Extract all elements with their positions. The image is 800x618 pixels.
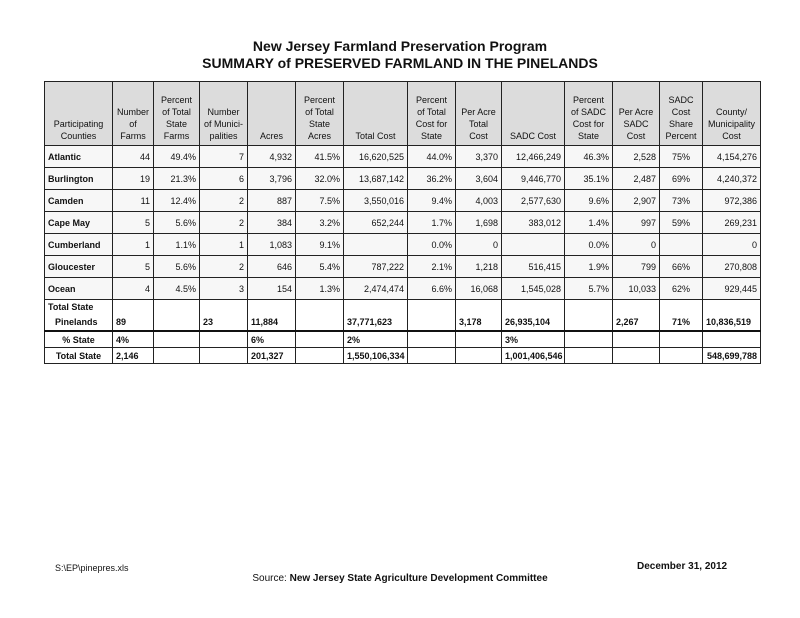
table-cell: 2 [200,190,248,212]
table-cell: 59% [660,212,703,234]
table-cell: 1,545,028 [502,278,565,300]
table-cell: 9.6% [565,190,613,212]
table-cell: 62% [660,278,703,300]
total-state-sadc-cost: 1,001,406,546 [502,348,565,364]
column-header: Acres [248,82,296,146]
total-state-row [45,348,761,364]
table-cell: 3.2% [296,212,344,234]
table-row [45,168,761,190]
pct-state-label: % State [45,331,113,348]
table-row [45,256,761,278]
table-cell: 46.3% [565,146,613,168]
table-cell: 3,604 [456,168,502,190]
pct-state-farms: 4% [113,331,154,348]
table-cell: 154 [248,278,296,300]
table-cell: 2,487 [613,168,660,190]
table-row [45,212,761,234]
table-cell: 269,231 [703,212,761,234]
total-state-county-cost: 548,699,788 [703,348,761,364]
table-cell: 972,386 [703,190,761,212]
table-cell: 384 [248,212,296,234]
table-cell: 1.9% [565,256,613,278]
table-cell: 7 [200,146,248,168]
table-cell: 16,068 [456,278,502,300]
total-pinelands-label-1: Total State [45,300,113,315]
column-header: Per Acre Total Cost [456,82,502,146]
report-title: New Jersey Farmland Preservation Program [252,38,548,54]
total-per-acre-cost: 3,178 [456,314,502,331]
table-cell: 4,932 [248,146,296,168]
table-cell: 21.3% [154,168,200,190]
column-header: Percent of Total Cost for State [408,82,456,146]
table-cell: 2,907 [613,190,660,212]
table-cell: 5.4% [296,256,344,278]
table-cell: 3 [200,278,248,300]
column-header: Number of Munici-palities [200,82,248,146]
column-header: SADC Cost Share Percent [660,82,703,146]
table-cell: 35.1% [565,168,613,190]
table-cell: 11 [113,190,154,212]
table-cell: 1.3% [296,278,344,300]
table-cell: 6 [200,168,248,190]
table-cell: 1.4% [565,212,613,234]
column-header: Per Acre SADC Cost [613,82,660,146]
county-name: Cape May [45,212,113,234]
table-cell: 5.6% [154,212,200,234]
table-cell: 1.1% [154,234,200,256]
column-header: Total Cost [344,82,408,146]
county-name: Gloucester [45,256,113,278]
table-cell: 997 [613,212,660,234]
total-county-cost: 10,836,519 [703,314,761,331]
table-cell: 73% [660,190,703,212]
table-cell: 2,577,630 [502,190,565,212]
column-header: Number of Farms [113,82,154,146]
pct-state-acres: 6% [248,331,296,348]
county-name: Atlantic [45,146,113,168]
table-cell: 5 [113,212,154,234]
total-pinelands-row-label [45,300,761,315]
column-header: Participating Counties [45,82,113,146]
table-cell [344,234,408,256]
farmland-summary-table [44,81,761,364]
table-cell: 7.5% [296,190,344,212]
table-header-row [45,82,761,146]
table-cell: 516,415 [502,256,565,278]
table-cell: 4,240,372 [703,168,761,190]
table-cell: 0 [703,234,761,256]
pct-state-sadc-cost: 3% [502,331,565,348]
table-cell [660,234,703,256]
table-cell: 787,222 [344,256,408,278]
total-state-label: Total State [45,348,113,364]
table-cell: 2.1% [408,256,456,278]
report-date: December 31, 2012 [637,561,728,572]
table-cell: 4 [113,278,154,300]
table-cell: 3,370 [456,146,502,168]
table-cell: 44 [113,146,154,168]
table-cell: 1,698 [456,212,502,234]
table-cell: 19 [113,168,154,190]
table-cell: 5.6% [154,256,200,278]
table-row [45,234,761,256]
table-cell: 44.0% [408,146,456,168]
table-cell: 1.7% [408,212,456,234]
total-state-farms: 2,146 [113,348,154,364]
table-cell: 1,218 [456,256,502,278]
table-row [45,190,761,212]
table-cell: 41.5% [296,146,344,168]
table-cell: 2 [200,212,248,234]
table-cell: 383,012 [502,212,565,234]
total-state-acres: 201,327 [248,348,296,364]
source-line [0,573,800,584]
total-sadc-cost: 26,935,104 [502,314,565,331]
total-farms: 89 [113,314,154,331]
table-cell: 32.0% [296,168,344,190]
table-cell: 646 [248,256,296,278]
table-cell: 12.4% [154,190,200,212]
pct-state-row [45,331,761,348]
column-header: Percent of Total State Acres [296,82,344,146]
table-cell: 9.4% [408,190,456,212]
table-cell: 75% [660,146,703,168]
county-name: Cumberland [45,234,113,256]
table-cell: 10,033 [613,278,660,300]
pct-state-total-cost: 2% [344,331,408,348]
column-header: Percent of SADC Cost for State [565,82,613,146]
table-cell: 1,083 [248,234,296,256]
column-header: SADC Cost [502,82,565,146]
table-row [45,146,761,168]
total-cost: 37,771,623 [344,314,408,331]
table-row [45,278,761,300]
table-cell: 887 [248,190,296,212]
table-cell: 36.2% [408,168,456,190]
table-cell: 5 [113,256,154,278]
table-cell: 0 [456,234,502,256]
total-pinelands-row [45,314,761,331]
table-cell: 3,796 [248,168,296,190]
table-cell: 69% [660,168,703,190]
table-cell: 1 [113,234,154,256]
column-header: County/ Municipality Cost [703,82,761,146]
county-name: Ocean [45,278,113,300]
table-cell: 0 [613,234,660,256]
table-cell: 2,474,474 [344,278,408,300]
table-cell: 4,154,276 [703,146,761,168]
table-cell: 270,808 [703,256,761,278]
table-cell: 5.7% [565,278,613,300]
table-cell: 0.0% [565,234,613,256]
total-per-acre-sadc-cost: 2,267 [613,314,660,331]
table-cell: 9,446,770 [502,168,565,190]
table-cell: 652,244 [344,212,408,234]
table-cell: 799 [613,256,660,278]
table-cell: 66% [660,256,703,278]
table-cell: 929,445 [703,278,761,300]
source-name: New Jersey State Agriculture Development Committee [289,573,548,584]
county-name: Burlington [45,168,113,190]
table-cell: 12,466,249 [502,146,565,168]
table-cell [502,234,565,256]
table-cell: 3,550,016 [344,190,408,212]
source-prefix: Source: [252,573,290,584]
table-cell: 2 [200,256,248,278]
county-name: Camden [45,190,113,212]
table-cell: 49.4% [154,146,200,168]
report-subtitle: SUMMARY of PRESERVED FARMLAND IN THE PINELANDS [202,55,598,71]
total-pinelands-label-2: Pinelands [45,314,113,331]
table-cell: 4.5% [154,278,200,300]
table-cell: 4,003 [456,190,502,212]
total-sadc-share: 71% [660,314,703,331]
total-municipalities: 23 [200,314,248,331]
table-cell: 16,620,525 [344,146,408,168]
table-cell: 2,528 [613,146,660,168]
file-path: S:\EP\pinepres.xls [55,563,129,573]
table-cell: 13,687,142 [344,168,408,190]
column-header: Percent of Total State Farms [154,82,200,146]
table-cell: 9.1% [296,234,344,256]
total-acres: 11,884 [248,314,296,331]
total-state-total-cost: 1,550,106,334 [344,348,408,364]
table-cell: 6.6% [408,278,456,300]
table-cell: 1 [200,234,248,256]
table-cell: 0.0% [408,234,456,256]
